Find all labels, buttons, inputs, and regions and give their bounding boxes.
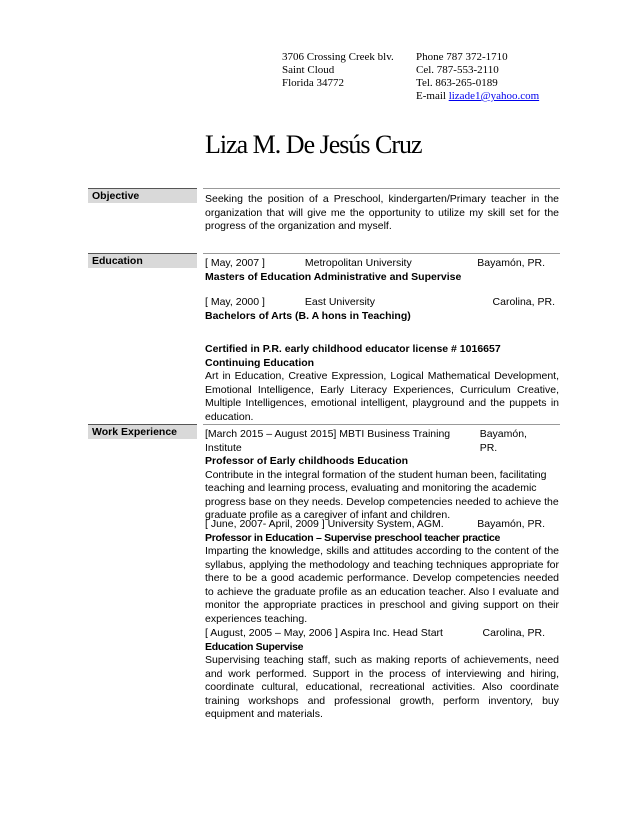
objective-text: Seeking the position of a Preschool, kindergarten/Primary teacher in the organization that will give me the opportunity to utilize my skill set for the progress of the organization and myself. (205, 193, 559, 232)
job-title: Professor of Early childhoods Education (205, 455, 409, 467)
job-place: Carolina, PR. (482, 627, 545, 639)
job-entry (205, 627, 559, 722)
contact-cel: Cel. 787-553-2110 (416, 64, 499, 76)
job-entry (205, 428, 559, 523)
job-header: [ June, 2007- April, 2009 ] University System, AGM. (205, 518, 444, 530)
job-header: [March 2015 – August 2015] MBTI Business Training Institute (205, 428, 451, 454)
section-divider (203, 424, 560, 425)
education-place: Bayamón, PR. (477, 257, 545, 269)
address-street: 3706 Crossing Creek blv. (282, 51, 394, 63)
education-date: [ May, 2007 ] (205, 257, 265, 269)
address-city: Saint Cloud (282, 64, 335, 76)
job-description: Contribute in the integral formation of the student human been, facilitating teaching and learning process, evaluating and monitoring the academic progress base on they needs. Develop competencies needed to achieve the graduate profile as a caregiver of infant and children. (205, 468, 559, 521)
job-header: [ August, 2005 – May, 2006 ] Aspira Inc. Head Start (205, 627, 443, 639)
job-title: Education Supervise (205, 640, 304, 653)
address-state-zip: Florida 34772 (282, 77, 345, 89)
education-degree: Masters of Education Administrative and Supervise (205, 270, 462, 283)
continuing-education-text: Art in Education, Creative Expression, Logical Mathematical Development, Emotional Intelligence, Early Literacy Experiences, Curriculum Creative, Multiple Intelligences, emotional intelligent, playground and the puppets in education. (205, 370, 559, 423)
contact-email-line (416, 90, 539, 103)
continuing-education-title: Continuing Education (205, 357, 315, 369)
contact-block (416, 51, 539, 103)
email-link[interactable]: lizade1@yahoo.com (448, 90, 540, 102)
address-block (282, 51, 394, 90)
job-title: Professor in Education – Supervise preschool teacher practice (205, 531, 501, 544)
education-date: [ May, 2000 ] (205, 296, 265, 308)
section-divider (203, 253, 560, 254)
education-entry (205, 257, 559, 284)
section-label-education: Education (88, 253, 197, 268)
job-entry (205, 518, 559, 626)
license-certification: Certified in P.R. early childhood educator license # 1016657 (205, 343, 501, 355)
job-place: Bayamón, PR. (479, 428, 527, 454)
job-description: Supervising teaching staff, such as making reports of achievements, need and work performed. Support in the process of interviewing and hiring, coordinate cultural, educational, recreational activities. Also coordinate training workshops and professional growth, perform inventory, buy equipment and materials. (205, 654, 559, 720)
education-entry (205, 296, 559, 323)
job-description: Imparting the knowledge, skills and attitudes according to the content of the syllabus, applying the methodology and teaching techniques appropriate for there to be a good academic performance. Develop competencies needed to achieve the graduate profile as an education teacher. Also I evaluate and monitor the appropriate practices in preschool and giving support on their experiences teaching. (205, 545, 559, 625)
education-school: East University (304, 296, 375, 308)
education-school: Metropolitan University (304, 257, 412, 269)
section-label-work-experience: Work Experience (88, 424, 197, 439)
section-label-objective: Objective (88, 188, 197, 203)
education-place: Carolina, PR. (492, 296, 555, 308)
contact-phone: Phone 787 372-1710 (416, 51, 508, 63)
job-place: Bayamón, PR. (477, 518, 545, 530)
contact-tel: Tel. 863-265-0189 (416, 77, 498, 89)
resume-name: Liza M. De Jesús Cruz (205, 130, 422, 159)
education-degree: Bachelors of Arts (B. A hons in Teaching) (205, 309, 411, 322)
section-divider (203, 188, 560, 189)
email-label: E-mail (416, 90, 449, 102)
